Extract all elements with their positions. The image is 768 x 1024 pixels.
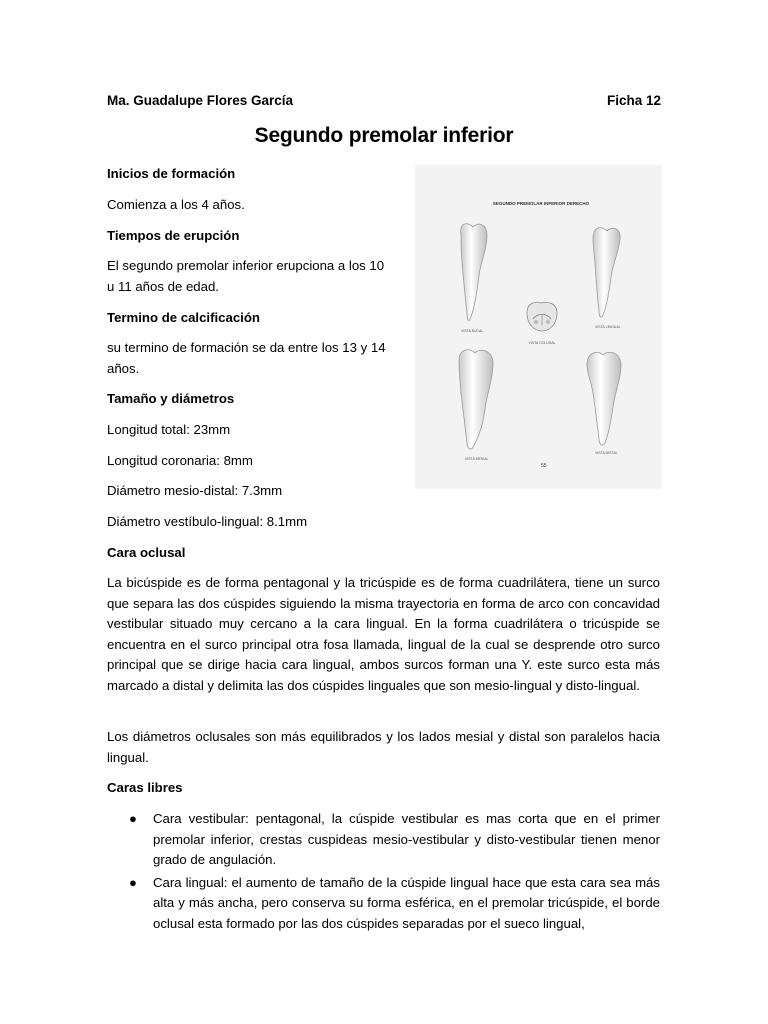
heading-tamano: Tamaño y diámetros — [107, 391, 235, 406]
measure-vestibulo-lingual: Diámetro vestíbulo-lingual: 8.1mm — [107, 514, 308, 529]
measure-mesio-distal: Diámetro mesio-distal: 7.3mm — [107, 483, 283, 498]
heading-calcificacion: Termino de calcificación — [107, 310, 260, 325]
heading-libres: Caras libres — [107, 780, 183, 795]
tooth-oclusal-view — [527, 302, 557, 331]
label-vista-bucal: VISTA BUCAL — [461, 329, 484, 333]
free-faces-list — [107, 809, 660, 936]
paragraph-oclusal-1: La bicúspide es de forma pentagonal y la tricúspide es de forma cuadrilátera, tiene un surco que separa las dos cúspides siguiendo la misma trayectoria en forma de arco con concavidad vestibular situado muy cercano a la cara lingual. En la forma cuadrilátera o tricúspide se encuentra en el surco principal otra fosa llamada, lingual de la cual se desprende otro surco principal que se dirige hacia cara lingual, ambos surcos forman una Y. este surco esta más marcado a distal y delimita las dos cúspides linguales que son mesio-lingual y disto-lingual. — [107, 575, 660, 693]
text-calcificacion-line-1: su termino de formación se da entre los 13 y 14 — [107, 340, 386, 355]
sheet-number: Ficha 12 — [607, 93, 662, 108]
text-inicios: Comienza a los 4 años. — [107, 197, 245, 212]
list-item: ● Cara vestibular: pentagonal, la cúspide vestibular es mas corta que en el primer premolar inferior, crestas cuspideas mesio-vestibular y disto-vestibular tienen menor grado de angulación. — [129, 811, 660, 867]
list-item: ● Cara lingual: el aumento de tamaño de la cúspide lingual hace que esta cara sea más alta y más ancha, pero conserva su forma esférica, en el premolar tricúspide, el borde oclusal esta formado por las dos cúspides separadas por el sueco lingual, — [129, 874, 660, 931]
figure-title: SEGUNDO PREMOLAR INFERIOR DERECHO — [492, 201, 590, 206]
text-erupcion-line-1: El segundo premolar inferior erupciona a los 10 — [107, 258, 385, 273]
heading-inicios: Inicios de formación — [107, 166, 236, 181]
label-vista-mesial: VISTA MESIAL — [465, 457, 489, 461]
tooth-mesial-view — [459, 350, 493, 449]
bullet-icon: ● — [129, 811, 137, 826]
author-name: Ma. Guadalupe Flores García — [107, 93, 294, 108]
measure-longitud-coronaria: Longitud coronaria: 8mm — [107, 453, 253, 468]
tooth-illustration — [415, 165, 662, 489]
text-calcificacion-line-2: años. — [107, 360, 140, 376]
tooth-distal-view — [587, 352, 621, 445]
paragraph-oclusal-2: Los diámetros oclusales son más equilibrados y los lados mesial y distal son paralelos hacia lingual. — [107, 729, 660, 765]
label-vista-distal: VISTA DISTAL — [595, 451, 618, 455]
heading-erupcion: Tiempos de erupción — [107, 228, 240, 243]
text-erupcion-line-2: u 11 años de edad. — [107, 278, 219, 294]
heading-oclusal: Cara oclusal — [107, 545, 186, 560]
tooth-lingual-view — [593, 228, 620, 317]
figure-page-number: 55 — [541, 463, 547, 469]
text-calcificacion — [107, 338, 407, 379]
page-title: Segundo premolar inferior — [254, 124, 514, 147]
tooth-bucal-view — [461, 224, 487, 321]
label-vista-lingual: VISTA LINGUAL — [595, 325, 621, 329]
measure-longitud-total: Longitud total: 23mm — [107, 422, 231, 437]
bullet-icon: ● — [129, 874, 137, 890]
text-erupcion — [107, 256, 407, 297]
label-vista-oclusal: VISTA OCLUSAL — [528, 341, 556, 345]
